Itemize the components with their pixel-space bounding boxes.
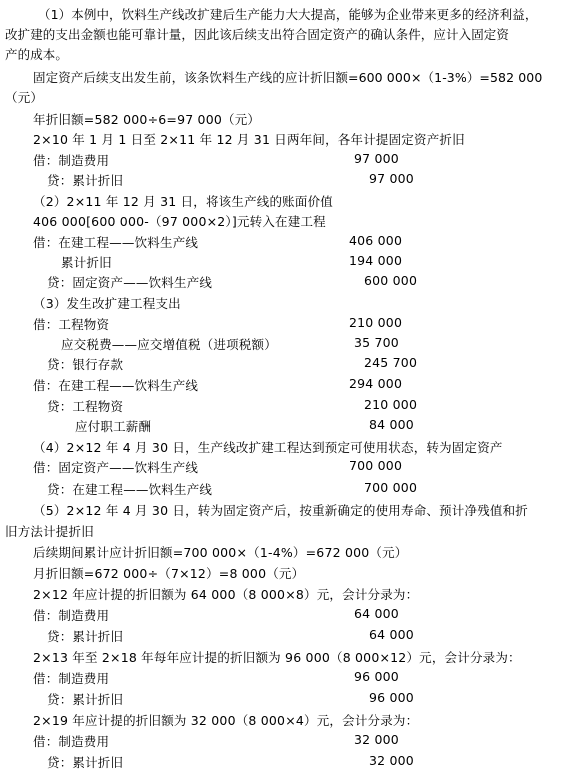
credit-amount: 32 000 — [369, 753, 414, 768]
credit-amount: 84 000 — [369, 417, 414, 432]
debit-amount: 64 000 — [354, 606, 399, 621]
section-heading: （3）发生改扩建工程支出 — [33, 296, 181, 311]
credit-account: 贷：银行存款 — [47, 357, 124, 372]
credit-amount: 97 000 — [369, 171, 414, 186]
credit-amount: 245 700 — [364, 355, 418, 370]
paragraph-text: 产的成本。 — [5, 47, 69, 62]
debit-amount: 96 000 — [354, 669, 399, 684]
debit-amount: 700 000 — [349, 458, 403, 473]
credit-amount: 600 000 — [364, 273, 418, 288]
paragraph-text: （1）本例中，饮料生产线改扩建后生产能力大大提高，能够为企业带来更多的经济利益， — [38, 7, 538, 22]
debit-account: 借：制造费用 — [33, 153, 110, 168]
credit-account: 贷：固定资产——饮料生产线 — [47, 275, 213, 290]
paragraph-text: 2×19 年应计提的折旧额为 32 000（8 000×4）元，会计分录为： — [33, 713, 419, 728]
section-heading: （2）2×11 年 12 月 31 日，将该生产线的账面价值 — [33, 194, 333, 209]
formula-text: （元） — [5, 90, 44, 105]
paragraph-text: 2×12 年应计提的折旧额为 64 000（8 000×8）元，会计分录为： — [33, 587, 419, 602]
debit-account: 借：制造费用 — [33, 734, 110, 749]
debit-amount: 194 000 — [349, 253, 403, 268]
credit-amount: 96 000 — [369, 690, 414, 705]
credit-account: 贷：累计折旧 — [47, 629, 124, 644]
credit-account: 贷：累计折旧 — [47, 173, 124, 188]
credit-account: 贷：累计折旧 — [47, 692, 124, 707]
section-heading: （5）2×12 年 4 月 30 日，转为固定资产后，按重新确定的使用寿命、预计净残值和折 — [33, 503, 529, 518]
debit-account: 应交税费——应交增值税（进项税额） — [61, 337, 277, 352]
debit-account: 借：在建工程——饮料生产线 — [33, 235, 199, 250]
debit-amount: 32 000 — [354, 732, 399, 747]
paragraph-text: 2×10 年 1 月 1 日至 2×11 年 12 月 31 日两年间，各年计提固定资产折旧 — [33, 132, 465, 147]
debit-account: 借：制造费用 — [33, 671, 110, 686]
section-heading: （4）2×12 年 4 月 30 日，生产线改扩建工程达到预定可使用状态，转为固定资产 — [33, 440, 503, 455]
debit-amount: 210 000 — [349, 315, 403, 330]
section-heading: 旧方法计提折旧 — [5, 524, 94, 539]
debit-amount: 294 000 — [349, 376, 403, 391]
credit-account: 贷：在建工程——饮料生产线 — [47, 482, 213, 497]
credit-account: 应付职工薪酬 — [75, 419, 152, 434]
formula-text: 月折旧额=672 000÷（7×12）=8 000（元） — [33, 566, 305, 581]
debit-account: 借：在建工程——饮料生产线 — [33, 378, 199, 393]
formula-text: 406 000[600 000-（97 000×2）]元转入在建工程 — [33, 214, 326, 229]
paragraph-text: 改扩建的支出金额也能可靠计量，因此该后续支出符合固定资产的确认条件，应计入固定资 — [5, 27, 510, 42]
debit-account: 累计折旧 — [61, 255, 112, 270]
credit-account: 贷：工程物资 — [47, 399, 124, 414]
paragraph-text: 2×13 年至 2×18 年每年应计提的折旧额为 96 000（8 000×12）元，会计分录为： — [33, 650, 521, 665]
credit-amount: 700 000 — [364, 480, 418, 495]
debit-account: 借：固定资产——饮料生产线 — [33, 460, 199, 475]
debit-amount: 35 700 — [354, 335, 399, 350]
debit-amount: 406 000 — [349, 233, 403, 248]
debit-account: 借：制造费用 — [33, 608, 110, 623]
debit-account: 借：工程物资 — [33, 317, 110, 332]
credit-amount: 210 000 — [364, 397, 418, 412]
formula-text: 年折旧额=582 000÷6=97 000（元） — [33, 112, 261, 127]
credit-account: 贷：累计折旧 — [47, 755, 124, 770]
debit-amount: 97 000 — [354, 151, 399, 166]
credit-amount: 64 000 — [369, 627, 414, 642]
formula-text: 后续期间累计应计折旧额=700 000×（1-4%）=672 000（元） — [33, 545, 408, 560]
formula-text: 固定资产后续支出发生前，该条饮料生产线的应计折旧额=600 000×（1-3%）=582 000 — [33, 70, 543, 85]
